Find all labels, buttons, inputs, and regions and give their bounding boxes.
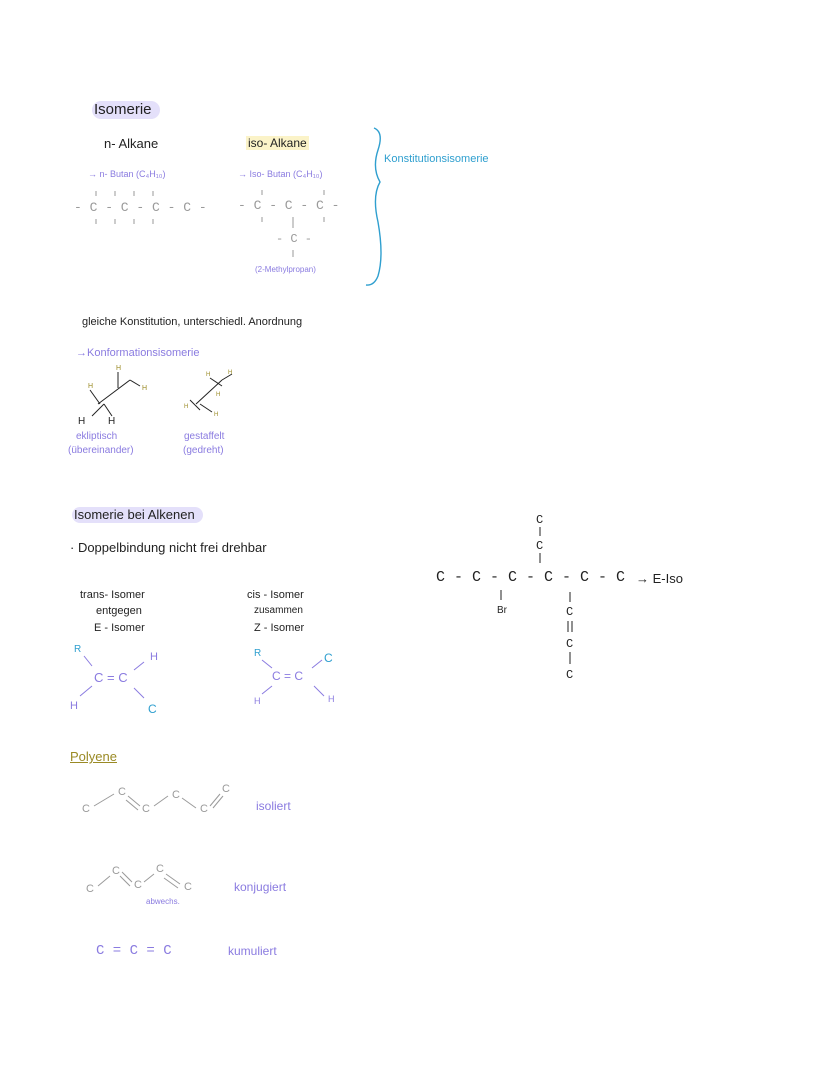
konformation-statement: gleiche Konstitution, unterschiedl. Anordnung — [82, 316, 303, 328]
svg-text:C: C — [172, 789, 180, 801]
ekliptisch-note: (übereinander) — [68, 445, 134, 456]
svg-text:H: H — [254, 696, 261, 706]
konjugiert-label: konjugiert — [234, 880, 287, 894]
svg-text:H: H — [206, 372, 211, 378]
svg-text:C: C — [82, 803, 90, 815]
svg-text:C: C — [536, 539, 544, 553]
trans-line2: entgegen — [96, 605, 142, 617]
isoliert-label: isoliert — [256, 799, 291, 813]
alkene-main-chain: C - C - C - C - C - C — [436, 569, 626, 586]
svg-text:C: C — [566, 668, 574, 682]
svg-text:R: R — [74, 644, 82, 655]
cis-line3: Z - Isomer — [254, 622, 305, 634]
iso-butan-formula-branch: - C - — [276, 232, 313, 246]
isoliert-atoms — [82, 783, 230, 815]
kumuliert-formula: C = C = C — [96, 943, 172, 959]
abwechselnd-note: abwechs. — [146, 897, 180, 906]
svg-text:H: H — [78, 416, 86, 427]
n-butan-bond-ticks — [96, 191, 153, 224]
svg-text:H: H — [70, 700, 78, 712]
konjugiert-atoms — [86, 863, 192, 895]
svg-text:C: C — [324, 651, 333, 665]
methylpropan-label: (2-Methylpropan) — [255, 265, 316, 274]
trans-isomer-drawing — [70, 644, 158, 716]
konstitution-label: Konstitutionsisomerie — [384, 153, 489, 165]
heading-iso-alkane: iso- Alkane — [248, 136, 307, 150]
heading-n-alkane: n- Alkane — [104, 136, 159, 151]
svg-text:H: H — [184, 404, 189, 410]
svg-text:C = C: C = C — [272, 669, 304, 683]
svg-text:H: H — [328, 694, 335, 704]
svg-text:H: H — [216, 392, 221, 398]
cis-line2: zusammen — [254, 605, 303, 616]
ekliptisch-h-atoms — [78, 416, 115, 427]
svg-text:H: H — [142, 385, 148, 392]
kumuliert-label: kumuliert — [228, 944, 277, 958]
svg-text:C: C — [200, 803, 208, 815]
svg-text:C: C — [118, 786, 126, 798]
cis-line1: cis - Isomer — [247, 589, 304, 601]
cis-isomer-drawing — [254, 648, 335, 706]
svg-text:C: C — [566, 605, 574, 619]
svg-text:H: H — [228, 370, 233, 376]
svg-text:R: R — [254, 648, 262, 659]
ekliptisch-drawing — [90, 372, 140, 416]
alkene-br-substituent: Br — [497, 605, 507, 616]
svg-text:C: C — [86, 883, 94, 895]
svg-text:H: H — [88, 383, 94, 390]
gestaffelt-note: (gedreht) — [183, 445, 224, 456]
alkene-branch-atoms — [536, 513, 573, 682]
alkene-result: → E-Iso — [636, 571, 683, 586]
svg-text:H: H — [214, 412, 219, 418]
n-butan-label: → n- Butan (C₄H₁₀) — [88, 169, 166, 179]
svg-text:C: C — [566, 637, 574, 651]
svg-text:H: H — [116, 365, 122, 372]
svg-text:C: C — [134, 879, 142, 891]
svg-text:C: C — [142, 803, 150, 815]
title-polyene: Polyene — [70, 749, 117, 764]
svg-text:C: C — [148, 702, 157, 716]
konformation-heading: →Konformationsisomerie — [76, 347, 200, 359]
n-butan-formula: - C - C - C - C - — [74, 200, 207, 215]
iso-butan-bond-ticks — [262, 190, 324, 257]
iso-butan-formula-top: - C - C - C - — [238, 198, 340, 213]
title-isomerie-alkene: Isomerie bei Alkenen — [72, 507, 203, 523]
svg-text:C: C — [222, 783, 230, 795]
svg-text:C: C — [184, 881, 192, 893]
trans-line3: E - Isomer — [94, 622, 145, 634]
svg-text:C: C — [156, 863, 164, 875]
konstitution-brace — [366, 128, 381, 285]
alkene-bullet: · Doppelbindung nicht frei drehbar — [70, 540, 267, 555]
svg-text:C: C — [112, 865, 120, 877]
iso-butan-label: → Iso- Butan (C₄H₁₀) — [238, 169, 323, 179]
svg-text:H: H — [108, 416, 116, 427]
svg-text:C = C: C = C — [94, 670, 128, 685]
svg-text:H: H — [150, 651, 158, 663]
gestaffelt-drawing — [190, 374, 232, 412]
svg-text:C: C — [536, 513, 544, 527]
gestaffelt-atoms — [184, 370, 232, 418]
gestaffelt-label: gestaffelt — [184, 431, 225, 442]
title-isomerie: Isomerie — [92, 101, 160, 119]
ekliptisch-label: ekliptisch — [76, 431, 118, 442]
trans-line1: trans- Isomer — [80, 589, 145, 601]
